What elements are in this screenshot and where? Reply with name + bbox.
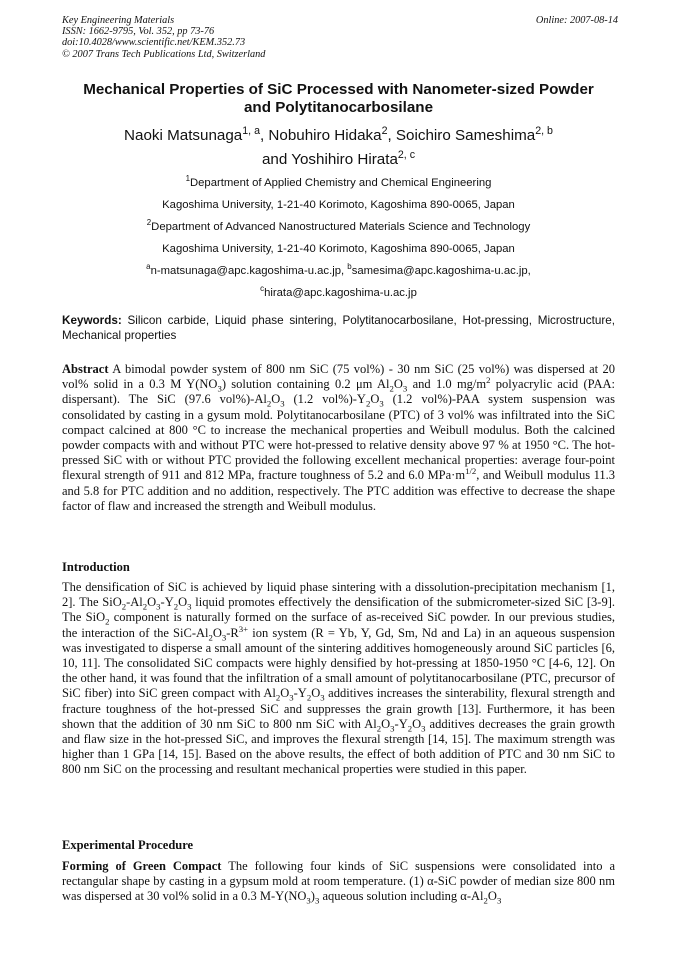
subscript: 3: [306, 895, 311, 906]
journal-copyright: © 2007 Trans Tech Publications Ltd, Switzerland: [62, 48, 266, 60]
affil-text: Department of Advanced Nanostructured Materials Science and Technology: [151, 221, 531, 234]
intro-text: O: [212, 625, 222, 640]
intro-text: O: [147, 595, 157, 610]
keywords-label: Keywords:: [62, 314, 122, 327]
abstract-text: , and Weibull modulus 11.3 and 5.8 for PTC addition and no addition, respectively. The PTC addition was effective to decrease the shape factor of flaw and increased the strength and Weibull modulus.: [62, 468, 615, 513]
intro-text: -Y: [394, 716, 408, 731]
author-name: Naoki Matsunaga: [124, 127, 243, 144]
intro-text: ion system (R = Yb, Y, Gd, Sm, Nd and La) in an aqueous suspension was investigated to disperse a small amount of the sintering additives homogeneously around SiC particles [6, 10, 11]. The consolidated SiC compacts were highly densified by hot-pressing at 1850-1950 °C [4-6, 12]. On the other hand, it was found that the infiltration of a small amount of polytitanocarbosilane (PTC, precursor of SiC fiber) into SiC green compact with Al: [62, 625, 616, 701]
subscript: 3: [320, 692, 325, 703]
affiliation-addr-1: Kagoshima University, 1-21-40 Korimoto, Kagoshima 890-0065, Japan: [162, 199, 515, 212]
email-text: n-matsunaga@apc.kagoshima-u.ac.jp,: [150, 265, 348, 278]
subscript: 2: [266, 398, 272, 409]
subscript: 2: [173, 601, 179, 612]
subscript: 2: [275, 692, 281, 703]
journal-doi: doi:10.4028/www.scientific.net/KEM.352.73: [62, 37, 246, 49]
intro-text: The densification of SiC is achieved by liquid phase sintering with a dissolution-precipitation mechanism [1, 2]. The SiO: [62, 580, 615, 610]
email-sup: b: [347, 262, 352, 272]
journal-header: [62, 15, 618, 60]
intro-text: O: [178, 595, 188, 610]
abstract: [62, 362, 615, 514]
experimental-text-run: O: [487, 889, 497, 904]
abstract-text: O: [271, 392, 281, 407]
subscript: 2: [407, 723, 413, 734]
author-name: , Nobuhiro Hidaka: [259, 127, 382, 144]
superscript: 3+: [238, 623, 249, 634]
section-heading-experimental: Experimental Procedure: [62, 838, 194, 852]
intro-text: -Y: [160, 595, 174, 610]
intro-text: -Y: [293, 686, 307, 701]
affil-sup: 2: [146, 218, 152, 228]
intro-text: -R: [226, 625, 239, 640]
subscript: 3: [390, 723, 395, 734]
author-sup: 2, b: [535, 124, 553, 137]
subscript: 3: [379, 398, 384, 409]
intro-text: additives decreases the grain growth and flaw size in the hot-pressed SiC, and improves the flexural strength [14, 15]. The maximum strength was higher than 1 GPa [14, 15]. Based on the above results, the effect of both addition of PTC and 30 nm SiC to 800 nm SiC on the processing and resultant mechanical properties were studied in this paper.: [62, 716, 615, 777]
subscript: 3: [280, 398, 285, 409]
affiliation-dept-2: [62, 216, 615, 238]
author-sup: 2: [381, 124, 388, 137]
intro-text: O: [311, 686, 321, 701]
subscript: 3: [187, 601, 192, 612]
affil-sup: 1: [185, 174, 190, 184]
abstract-text: and 1.0 mg/m: [407, 377, 487, 392]
abstract-text: O: [370, 392, 380, 407]
subscript: 2: [306, 692, 312, 703]
subscript: 2: [142, 601, 148, 612]
subscript: 3: [217, 383, 222, 394]
affiliations: [62, 172, 615, 305]
intro-text: O: [412, 716, 422, 731]
affil-text: Department of Applied Chemistry and Chemical Engineering: [189, 177, 492, 189]
affiliation-addr-2: Kagoshima University, 1-21-40 Korimoto, Kagoshima 890-0065, Japan: [162, 243, 515, 256]
author-list: [62, 124, 615, 172]
subscript: 3: [496, 895, 502, 906]
abstract-text: A bimodal powder system of 800 nm SiC (75 vol%) - 30 nm SiC (25 vol%) was dispersed at 20 vol% solid in a 0.3 M Y(NO: [62, 362, 615, 392]
author-line-2: [62, 148, 615, 172]
subscript: 2: [105, 616, 110, 627]
affiliation-dept-1: [62, 172, 615, 194]
abstract-text: polyacrylic acid (PAA: dispersant). The SiC (97.6 vol%)-Al: [62, 377, 615, 407]
intro-text: O: [381, 716, 391, 731]
online-date: Online: 2007-08-14: [535, 15, 618, 26]
experimental-text-run: ): [310, 889, 315, 904]
intro-text: liquid promotes effectively the densification of the submicrometer-sized SiC [3-9]. The SiO: [62, 595, 615, 625]
abstract-text: O: [393, 377, 403, 392]
author-line-1: [62, 124, 615, 148]
subscript: 2: [365, 398, 371, 409]
intro-text: -Al: [126, 595, 143, 610]
journal-issn: ISSN: 1662-9795, Vol. 352, pp 73-76: [62, 26, 215, 38]
email-sup: c: [260, 284, 265, 294]
email-text: samesima@apc.kagoshima-u.ac.jp,: [351, 265, 531, 278]
subscript: 2: [389, 383, 394, 394]
experimental-text: [62, 859, 615, 905]
experimental-text-run: aqueous solution including α-Al: [319, 889, 484, 904]
keywords: [62, 313, 615, 343]
abstract-text: (1.2 vol%)-Y: [284, 392, 366, 407]
journal-name: Key Engineering Materials: [62, 15, 175, 26]
subsection-lead: Forming of Green Compact: [62, 859, 222, 873]
intro-text: component is naturally formed on the surface of as-received SiC powder. In our previous studies, the interaction of the SiC-Al: [62, 610, 615, 640]
subscript: 3: [221, 632, 227, 643]
title-line-2: and Polytitanocarbosilane: [243, 99, 434, 116]
subscript: 2: [376, 723, 382, 734]
subscript: 3: [421, 723, 426, 734]
email-sup: a: [146, 262, 151, 272]
superscript: 2: [486, 375, 491, 386]
subscript: 3: [289, 692, 294, 703]
subscript: 3: [314, 895, 320, 906]
email-text: hirata@apc.kagoshima-u.ac.jp: [264, 287, 417, 300]
subscript: 2: [483, 895, 488, 906]
author-name: and Yoshihiro Hirata: [261, 151, 398, 168]
introduction-text: [62, 580, 615, 778]
email-line-2: [62, 282, 615, 304]
author-name: , Soichiro Sameshima: [387, 127, 536, 144]
paper-title: [62, 81, 615, 117]
intro-text: O: [280, 686, 290, 701]
abstract-label: Abstract: [62, 362, 109, 376]
subscript: 3: [402, 383, 408, 394]
section-heading-introduction: Introduction: [62, 560, 130, 574]
abstract-text: ) solution containing 0.2 μm Al: [221, 377, 390, 392]
email-line-1: [62, 260, 615, 282]
intro-text: additives increases the sinterability, flexural strength and fracture toughness of the hot-pressed SiC and suppresses the grain growth [13]. Furthermore, it has been shown that the addition of 30 nm SiC to 800 nm SiC with Al: [62, 686, 615, 731]
subscript: 2: [121, 601, 127, 612]
superscript: 1/2: [465, 466, 477, 477]
title-line-1: Mechanical Properties of SiC Processed with Nanometer-sized Powder: [83, 81, 594, 98]
abstract-text: (1.2 vol%)-PAA system suspension was consolidated by casting in a gysum mold. Polytitanocarbosilane (PTC) of 3 vol% was infiltrated into the SiC compact calcined at 800 °C to increase the mechanical properties and Weibull modulus. Both the calcined powder compacts with and without PTC were hot-pressed to relative density above 97 % at 1950 °C. The hot-pressed SiC with or without PTC provided the following excellent mechanical properties: average four-point flexural strength of 911 and 812 MPa, fracture toughness of 5.2 and 6.0 MPa·m: [62, 392, 615, 483]
keywords-text: Silicon carbide, Liquid phase sintering, Polytitanocarbosilane, Hot-pressing, Microstructure, Mechanical properties: [62, 314, 615, 342]
author-sup: 2, c: [397, 148, 416, 161]
experimental-text-run: The following four kinds of SiC suspensions were consolidated into a rectangular shape by casting in a gypsum mold at room temperature. (1) α-SiC powder of median size 800 nm was dispersed at 30 vol% solid in a 0.3 M-Y(NO: [62, 859, 615, 904]
author-sup: 1, a: [242, 124, 260, 137]
subscript: 2: [208, 632, 213, 643]
subscript: 3: [156, 601, 161, 612]
